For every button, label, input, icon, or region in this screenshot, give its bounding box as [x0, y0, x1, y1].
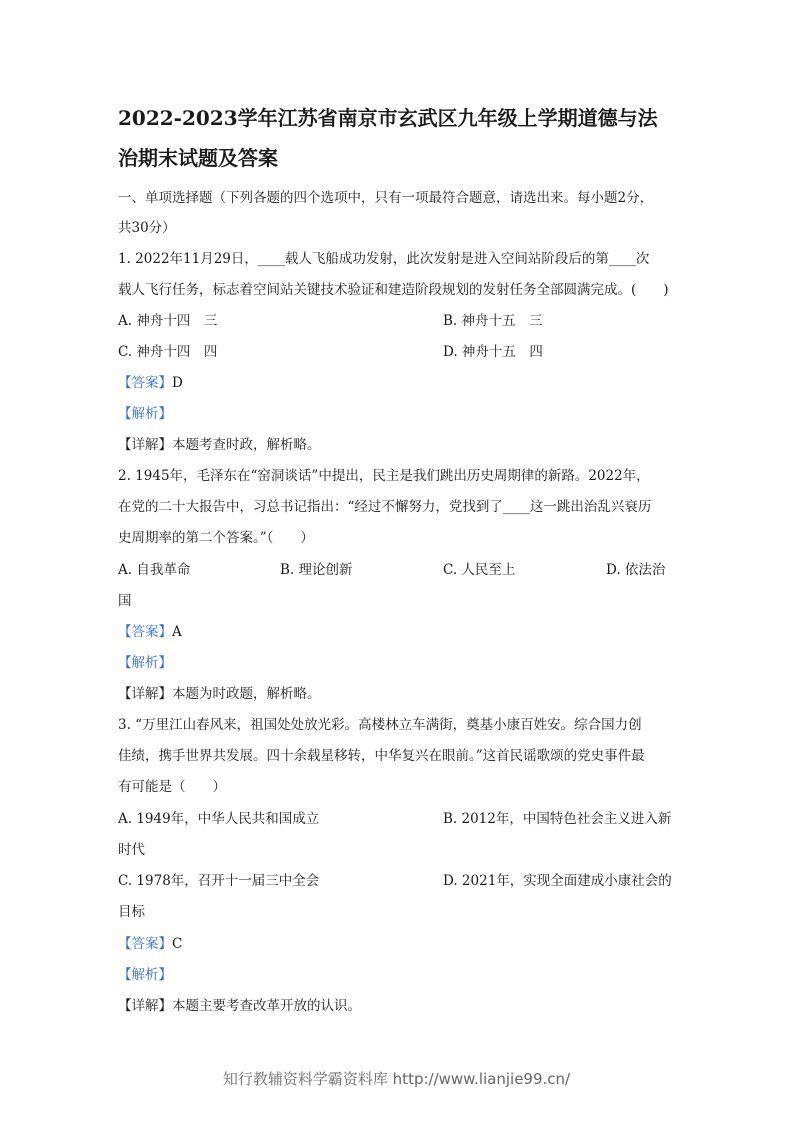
q1-option-a: A. 神舟十四 三: [118, 313, 218, 329]
q3-option-b-wrap: 时代: [118, 842, 145, 858]
q1-stem-line-1: 1. 2022年11月29日，____载人飞船成功发射，此次发射是进入空间站阶段后的第____次: [118, 251, 650, 267]
q2-option-b: B. 理论创新: [280, 562, 353, 578]
q3-detail: 【详解】本题主要考查改革开放的认识。: [118, 998, 361, 1014]
document-title-line-2: 治期末试题及答案: [118, 146, 278, 170]
q3-option-d: D. 2021年，实现全面建成小康社会的: [443, 873, 672, 889]
q3-options-row-1: [118, 809, 678, 829]
q2-stem-line-1: 2. 1945年，毛泽东在“窑洞谈话”中提出，民主是我们跳出历史周期律的新路。2022年，: [118, 468, 650, 484]
q1-options-row-1: [118, 311, 678, 331]
q2-option-a: A. 自我革命: [118, 562, 191, 578]
section-heading-cont: 共30分）: [118, 220, 176, 236]
q2-option-c: C. 人民至上: [443, 562, 516, 578]
section-heading: 一、单项选择题（下列各题的四个选项中，只有一项最符合题意，请选出来。每小题2分，: [118, 190, 654, 206]
q1-detail: 【详解】本题考查时政，解析略。: [118, 437, 321, 453]
q1-stem-line-2: 载人飞行任务，标志着空间站关键技术验证和建造阶段规划的发射任务全部圆满完成。( ): [118, 282, 669, 298]
q3-answer-tag: 【答案】: [118, 936, 172, 952]
q2-answer-value: A: [172, 624, 182, 640]
q3-analysis-tag: 【解析】: [118, 967, 172, 983]
q3-stem-line-1: 3. “万里江山春风来，祖国处处放光彩。高楼林立车满街，奠基小康百姓安。综合国力创: [118, 717, 642, 733]
q3-option-a: A. 1949年，中华人民共和国成立: [118, 811, 320, 827]
q3-answer: [118, 934, 678, 954]
q2-answer-tag: 【答案】: [118, 624, 172, 640]
q3-option-b: B. 2012年，中国特色社会主义进入新: [443, 811, 672, 827]
q2-analysis-tag: 【解析】: [118, 655, 172, 671]
q1-answer: [118, 373, 678, 393]
q1-answer-tag: 【答案】: [118, 375, 172, 391]
q2-stem-line-2: 在党的二十大报告中，习总书记指出：“经过不懈努力，党找到了____这一跳出治乱兴衰历: [118, 499, 652, 515]
q1-option-c: C. 神舟十四 四: [118, 344, 218, 360]
q1-options-row-2: [118, 342, 678, 362]
q2-answer: [118, 622, 678, 642]
q1-analysis-tag: 【解析】: [118, 406, 172, 422]
q3-stem-line-3: 有可能是（ ）: [118, 779, 226, 795]
q3-stem-line-2: 佳绩，携手世界共发展。四十余载星移转，中华复兴在眼前。”这首民谣歌颂的党史事件最: [118, 748, 645, 764]
q2-option-d: D. 依法治: [606, 562, 666, 578]
q3-option-c: C. 1978年，召开十一届三中全会: [118, 873, 320, 889]
q2-detail: 【详解】本题为时政题，解析略。: [118, 686, 321, 702]
document-title-line-1: 2022-2023学年江苏省南京市玄武区九年级上学期道德与法: [118, 106, 658, 130]
footer-watermark: 知行教辅资料学霸资料库 http://www.lianjie99.cn/: [222, 1070, 571, 1088]
q2-stem-line-3: 史周期率的第二个答案。”（ ）: [118, 530, 314, 546]
q3-answer-value: C: [172, 936, 183, 952]
q1-option-b: B. 神舟十五 三: [443, 313, 543, 329]
q1-option-d: D. 神舟十五 四: [443, 344, 543, 360]
q3-option-d-wrap: 目标: [118, 904, 145, 920]
q2-option-d-wrap: 国: [118, 593, 132, 609]
q3-options-row-2: [118, 871, 678, 891]
q1-answer-value: D: [172, 375, 183, 391]
